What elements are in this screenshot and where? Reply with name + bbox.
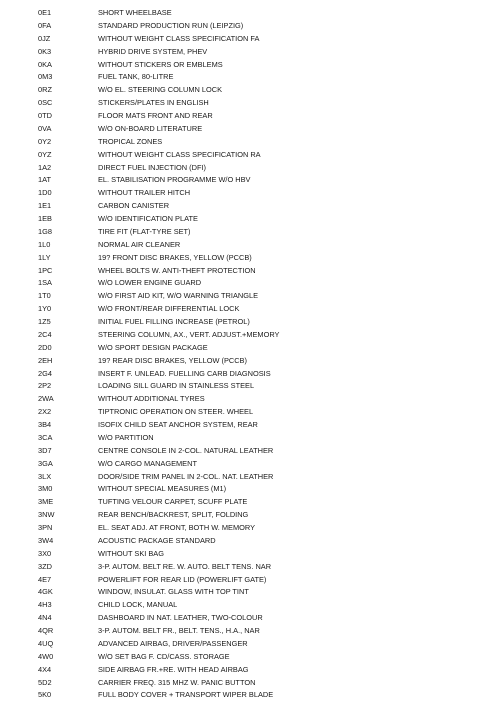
- option-code: 4GK: [38, 587, 53, 597]
- option-code: 1Y0: [38, 304, 52, 314]
- option-code: 1G8: [38, 226, 52, 236]
- option-code: 2WA: [38, 394, 54, 404]
- list-item: [0, 561, 479, 574]
- option-description: DOOR/SIDE TRIM PANEL IN 2-COL. NAT. LEATHER: [98, 471, 274, 481]
- list-item: [0, 290, 479, 303]
- option-description: CENTRE CONSOLE IN 2-COL. NATURAL LEATHER: [98, 445, 274, 455]
- option-code: 4H3: [38, 600, 52, 610]
- list-item: [0, 252, 479, 265]
- list-item: [0, 406, 479, 419]
- option-code: 0JZ: [38, 33, 51, 43]
- list-item: [0, 432, 479, 445]
- list-item: [0, 149, 479, 162]
- option-description: FULL BODY COVER + TRANSPORT WIPER BLADE: [98, 690, 274, 700]
- list-item: [0, 509, 479, 522]
- option-description: LOADING SILL GUARD IN STAINLESS STEEL: [98, 381, 255, 391]
- list-item: [0, 265, 479, 278]
- list-item: [0, 187, 479, 200]
- option-description: WITHOUT SPECIAL MEASURES (M1): [98, 484, 227, 494]
- option-code: 3X0: [38, 548, 52, 558]
- option-code: 2EH: [38, 355, 53, 365]
- option-description: TROPICAL ZONES: [98, 136, 163, 146]
- list-item: [0, 329, 479, 342]
- option-code: 3ZD: [38, 561, 52, 571]
- option-code: 0YZ: [38, 149, 52, 159]
- option-code: 1E1: [38, 201, 52, 211]
- option-code: 1LY: [38, 252, 51, 262]
- list-item: [0, 136, 479, 149]
- option-description: EL. STABILISATION PROGRAMME W/O HBV: [98, 175, 251, 185]
- list-item: [0, 46, 479, 59]
- option-code: 3LX: [38, 471, 52, 481]
- option-code: 0KA: [38, 59, 52, 69]
- option-description: STICKERS/PLATES IN ENGLISH: [98, 98, 209, 108]
- option-code: 3PN: [38, 523, 53, 532]
- option-code: 1PC: [38, 265, 53, 275]
- option-description: STEERING COLUMN, AX., VERT. ADJUST.+MEMORY: [98, 329, 280, 339]
- list-item: [0, 535, 479, 548]
- option-code: 3NW: [38, 510, 55, 520]
- option-description: REAR BENCH/BACKREST, SPLIT, FOLDING: [98, 510, 249, 520]
- option-code: 1L0: [38, 239, 51, 249]
- option-description: TUFTING VELOUR CARPET, SCUFF PLATE: [98, 497, 248, 507]
- option-code: 4X4: [38, 664, 52, 674]
- list-item: [0, 689, 479, 702]
- option-description: WITHOUT WEIGHT CLASS SPECIFICATION RA: [98, 149, 261, 159]
- option-description: W/O IDENTIFICATION PLATE: [98, 214, 198, 223]
- list-item: [0, 677, 479, 690]
- option-code: 3ME: [38, 497, 54, 507]
- option-description: WITHOUT WEIGHT CLASS SPECIFICATION FA: [98, 33, 260, 43]
- option-description: ADVANCED AIRBAG, DRIVER/PASSENGER: [98, 638, 248, 648]
- option-code: 4W0: [38, 651, 54, 661]
- option-code: 1D0: [38, 188, 52, 198]
- list-item: [0, 586, 479, 599]
- option-code: 5K0: [38, 690, 52, 700]
- option-code: 2X2: [38, 407, 52, 417]
- option-description: 19? FRONT DISC BRAKES, YELLOW (PCCB): [98, 252, 252, 262]
- list-item: [0, 574, 479, 587]
- list-item: [0, 612, 479, 625]
- option-description: CARBON CANISTER: [98, 201, 170, 211]
- option-code: 1SA: [38, 278, 52, 288]
- option-code: 2G4: [38, 368, 52, 378]
- option-code: 0SC: [38, 98, 53, 108]
- list-item: [0, 84, 479, 97]
- option-description: CHILD LOCK, MANUAL: [98, 600, 178, 610]
- option-code: 1T0: [38, 291, 51, 301]
- option-description: TIPTRONIC OPERATION ON STEER. WHEEL: [98, 407, 254, 417]
- list-item: [0, 239, 479, 252]
- option-description: HYBRID DRIVE SYSTEM, PHEV: [98, 46, 208, 56]
- option-code: 0E1: [38, 8, 52, 17]
- option-description: W/O SPORT DESIGN PACKAGE: [98, 342, 208, 352]
- option-description: FUEL TANK, 80-LITRE: [98, 72, 174, 82]
- option-description: SHORT WHEELBASE: [98, 8, 172, 17]
- list-item: [0, 380, 479, 393]
- list-item: [0, 483, 479, 496]
- option-code: 3W4: [38, 535, 54, 545]
- list-item: [0, 277, 479, 290]
- option-description: W/O LOWER ENGINE GUARD: [98, 278, 202, 288]
- list-item: [0, 664, 479, 677]
- list-item: [0, 471, 479, 484]
- option-code: 1A2: [38, 162, 52, 172]
- option-description: 3-P. AUTOM. BELT RE. W. AUTO. BELT TENS. NAR: [98, 561, 272, 571]
- option-description: W/O ON-BOARD LITERATURE: [98, 123, 203, 133]
- option-description: WITHOUT ADDITIONAL TYRES: [98, 394, 205, 404]
- option-description: 19? REAR DISC BRAKES, YELLOW (PCCB): [98, 355, 247, 365]
- option-description: SIDE AIRBAG FR.+RE. WITH HEAD AIRBAG: [98, 664, 249, 674]
- list-item: [0, 7, 479, 20]
- option-code: 0K3: [38, 46, 52, 56]
- option-code: 3CA: [38, 432, 53, 442]
- list-item: [0, 625, 479, 638]
- option-description: EL. SEAT ADJ. AT FRONT, BOTH W. MEMORY: [98, 523, 256, 532]
- list-item: [0, 496, 479, 509]
- list-item: [0, 303, 479, 316]
- option-code: 4N4: [38, 613, 52, 623]
- option-code: 0Y2: [38, 136, 52, 146]
- list-item: [0, 548, 479, 561]
- option-description: NORMAL AIR CLEANER: [98, 239, 181, 249]
- list-item: [0, 174, 479, 187]
- list-item: [0, 71, 479, 84]
- list-item: [0, 355, 479, 368]
- option-code: 1Z5: [38, 317, 51, 326]
- option-description: WITHOUT STICKERS OR EMBLEMS: [98, 59, 223, 69]
- list-item: [0, 342, 479, 355]
- list-item: [0, 59, 479, 72]
- option-code: 4E7: [38, 574, 52, 584]
- option-code: 0FA: [38, 20, 52, 30]
- list-item: [0, 522, 479, 535]
- option-code: 1AT: [38, 175, 52, 185]
- option-description: WHEEL BOLTS W. ANTI-THEFT PROTECTION: [98, 265, 256, 275]
- list-item: [0, 213, 479, 226]
- option-code: 0VA: [38, 123, 52, 133]
- option-code: 5D2: [38, 677, 52, 687]
- option-code: 2D0: [38, 342, 52, 352]
- option-code: 0RZ: [38, 85, 52, 95]
- option-description: STANDARD PRODUCTION RUN (LEIPZIG): [98, 20, 244, 30]
- option-description: ACOUSTIC PACKAGE STANDARD: [98, 535, 216, 545]
- option-description: CARRIER FREQ. 315 MHZ W. PANIC BUTTON: [98, 677, 256, 687]
- option-code-list: [0, 7, 479, 702]
- list-item: [0, 445, 479, 458]
- option-description: INITIAL FUEL FILLING INCREASE (PETROL): [98, 317, 250, 326]
- option-code: 2C4: [38, 329, 52, 339]
- list-item: [0, 419, 479, 432]
- option-description: DASHBOARD IN NAT. LEATHER, TWO-COLOUR: [98, 613, 263, 623]
- option-description: TIRE FIT (FLAT-TYRE SET): [98, 226, 191, 236]
- option-description: W/O CARGO MANAGEMENT: [98, 458, 197, 468]
- option-description: W/O PARTITION: [98, 432, 154, 442]
- list-item: [0, 599, 479, 612]
- option-code: 2P2: [38, 381, 52, 391]
- option-description: DIRECT FUEL INJECTION (DFI): [98, 162, 206, 172]
- option-description: W/O SET BAG F. CD/CASS. STORAGE: [98, 651, 230, 661]
- list-item: [0, 316, 479, 329]
- list-item: [0, 162, 479, 175]
- list-item: [0, 200, 479, 213]
- option-description: 3-P. AUTOM. BELT FR., BELT. TENS., H.A., NAR: [98, 626, 260, 635]
- option-description: WITHOUT SKI BAG: [98, 548, 164, 558]
- list-item: [0, 458, 479, 471]
- option-code: 0TD: [38, 111, 52, 120]
- option-code: 4UQ: [38, 638, 54, 648]
- option-description: WITHOUT TRAILER HITCH: [98, 188, 191, 198]
- list-item: [0, 20, 479, 33]
- option-code: 3GA: [38, 458, 53, 468]
- option-description: INSERT F. UNLEAD. FUELLING CARB DIAGNOSIS: [98, 368, 271, 378]
- list-item: [0, 33, 479, 46]
- list-item: [0, 368, 479, 381]
- list-item: [0, 97, 479, 110]
- list-item: [0, 393, 479, 406]
- list-item: [0, 110, 479, 123]
- option-description: FLOOR MATS FRONT AND REAR: [98, 111, 213, 120]
- option-description: ISOFIX CHILD SEAT ANCHOR SYSTEM, REAR: [98, 420, 258, 429]
- list-item: [0, 651, 479, 664]
- option-code: 4QR: [38, 626, 54, 635]
- option-description: WINDOW, INSULAT. GLASS WITH TOP TINT: [98, 587, 249, 597]
- option-description: W/O FRONT/REAR DIFFERENTIAL LOCK: [98, 304, 240, 314]
- option-description: W/O EL. STEERING COLUMN LOCK: [98, 85, 223, 95]
- list-item: [0, 638, 479, 651]
- list-item: [0, 226, 479, 239]
- option-code: 3D7: [38, 445, 52, 455]
- option-code: 3M0: [38, 484, 53, 494]
- option-code: 1EB: [38, 214, 52, 223]
- option-code: 3B4: [38, 420, 52, 429]
- list-item: [0, 123, 479, 136]
- option-code: 0M3: [38, 72, 53, 82]
- option-description: W/O FIRST AID KIT, W/O WARNING TRIANGLE: [98, 291, 259, 301]
- option-description: POWERLIFT FOR REAR LID (POWERLIFT GATE): [98, 574, 267, 584]
